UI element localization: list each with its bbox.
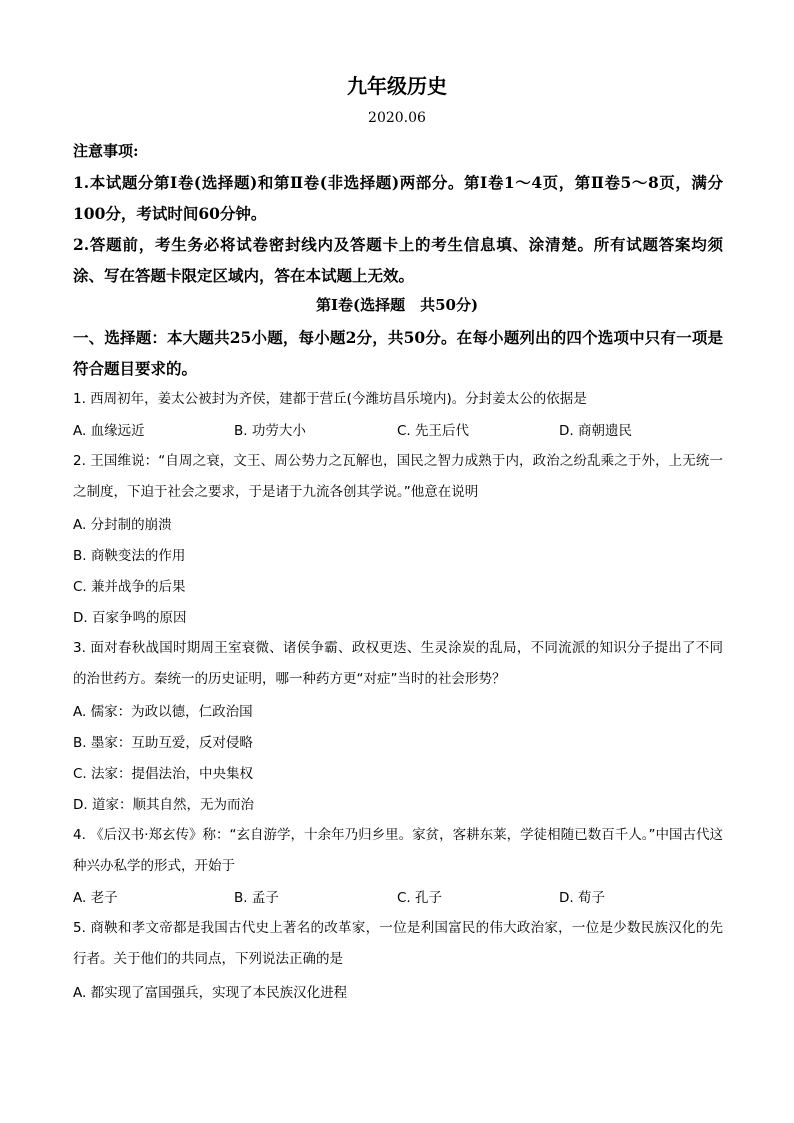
section-title: 第Ⅰ卷(选择题 共50分) <box>315 296 479 314</box>
notice-heading: 注意事项: <box>73 142 139 160</box>
option: C. 先王后代 <box>397 423 470 439</box>
question-2-option-d: D. 百家争鸣的原因 <box>73 610 187 626</box>
page-title: 九年级历史 <box>347 74 447 98</box>
option: A. 老子 <box>73 890 118 906</box>
question-3-option-d: D. 道家：顺其自然，无为而治 <box>73 797 254 813</box>
question-2-option-b: B. 商鞅变法的作用 <box>73 548 186 564</box>
question-5-option-a: A. 都实现了富国强兵，实现了本民族汉化进程 <box>73 985 348 1001</box>
question-2-stem: 2. 王国维说：“自周之衰，文王、周公势力之瓦解也，国民之智力成熟于内，政治之纷乱乘之于外，上无统一之制度，下迫于社会之要求，于是诸于九流各创其学说。”他意在说明 <box>73 453 723 500</box>
question-2-option-a: A. 分封制的崩溃 <box>73 517 172 533</box>
question-1-stem: 1. 西周初年，姜太公被封为齐侯，建都于营丘(今潍坊昌乐境内)。分封姜太公的依据是 <box>73 391 587 407</box>
question-3-stem: 3. 面对春秋战国时期周王室衰微、诸侯争霸、政权更迭、生灵涂炭的乱局，不同流派的知识分子提出了不同的治世药方。秦统一的历史证明，哪一种药方更“对症”当时的社会形势？ <box>73 640 723 687</box>
section-instruction: 一、选择题：本大题共25小题，每小题2分，共50分。在每小题列出的四个选项中只有一项是符合题目要求的。 <box>73 328 723 378</box>
question-2-option-c: C. 兼并战争的后果 <box>73 579 186 595</box>
option: B. 孟子 <box>234 890 279 906</box>
question-3-option-c: C. 法家：提倡法治，中央集权 <box>73 766 254 782</box>
notice-item-2: 2.答题前，考生务必将试卷密封线内及答题卡上的考生信息填、涂清楚。所有试题答案均须涂、写在答题卡限定区域内，答在本试题上无效。 <box>73 235 723 285</box>
question-5-stem: 5. 商鞅和孝文帝都是我国古代史上著名的改革家，一位是利国富民的伟大政治家，一位是少数民族汉化的先行者。关于他们的共同点，下列说法正确的是 <box>73 920 723 967</box>
question-3-option-b: B. 墨家：互助互爱，反对侵略 <box>73 735 253 751</box>
option: B. 功劳大小 <box>234 423 306 439</box>
option: C. 孔子 <box>397 890 443 906</box>
option: D. 荀子 <box>559 890 605 906</box>
question-4-stem: 4. 《后汉书·郑玄传》称：“玄自游学，十余年乃归乡里。家贫，客耕东莱，学徒相随已数百千人。”中国古代这种兴办私学的形式，开始于 <box>73 827 723 874</box>
option: A. 血缘远近 <box>73 423 145 439</box>
question-3-option-a: A. 儒家：为政以德，仁政治国 <box>73 704 253 720</box>
notice-item-1: 1.本试题分第Ⅰ卷(选择题)和第Ⅱ卷(非选择题)两部分。第Ⅰ卷1～4页，第Ⅱ卷5～8页，满分100分，考试时间60分钟。 <box>73 173 723 223</box>
option: D. 商朝遗民 <box>559 423 632 439</box>
exam-date: 2020.06 <box>368 110 426 126</box>
